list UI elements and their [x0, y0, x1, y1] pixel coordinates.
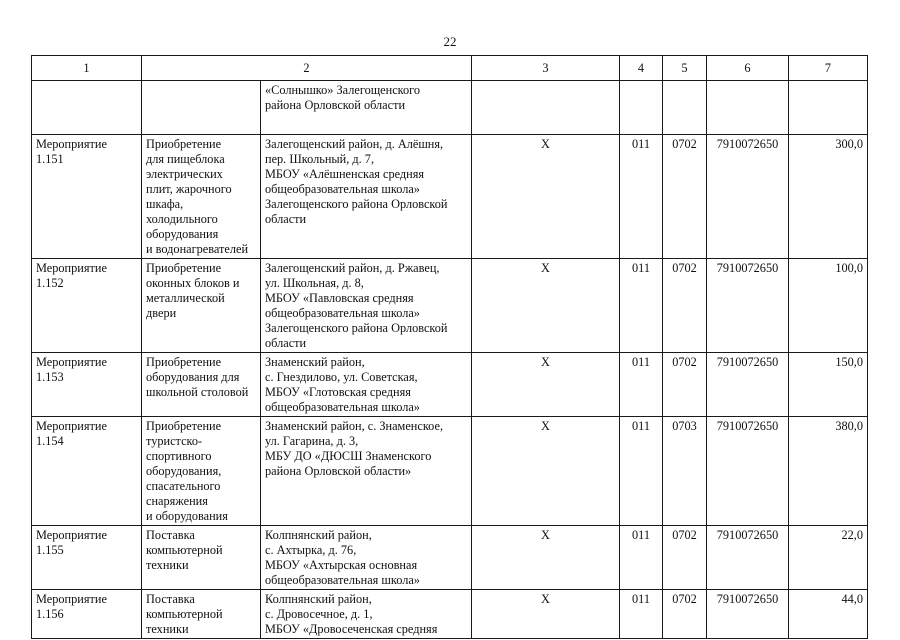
page-number: 22 — [443, 34, 457, 49]
header-col-7: 7 — [789, 56, 868, 81]
cell-location: Знаменский район, с. Знаменское, ул. Гагарина, д. 3, МБУ ДО «ДЮСШ Знаменского района Орловской области» — [261, 417, 472, 526]
cell-measure — [32, 81, 142, 135]
cell-col6: 7910072650 — [707, 135, 789, 259]
cell-item: Приобретение туристско- спортивного оборудования, спасательного снаряжения и оборудования — [142, 417, 261, 526]
cell-col5: 0703 — [663, 417, 707, 526]
cell-location: Колпнянский район, с. Дровосечное, д. 1, МБОУ «Дровосеченская средняя — [261, 590, 472, 639]
cell-col7: 300,0 — [789, 135, 868, 259]
cell-col4: 011 — [620, 590, 663, 639]
cell-col3: Х — [472, 353, 620, 417]
cell-item: Поставка компьютерной техники — [142, 590, 261, 639]
header-col-3: 3 — [472, 56, 620, 81]
cell-col7: 22,0 — [789, 526, 868, 590]
header-col-6: 6 — [707, 56, 789, 81]
budget-table — [31, 55, 868, 639]
cell-col5: 0702 — [663, 259, 707, 353]
table-row-continuation — [32, 81, 868, 135]
table-row — [32, 417, 868, 526]
table-row — [32, 526, 868, 590]
cell-measure: Мероприятие 1.151 — [32, 135, 142, 259]
cell-col4: 011 — [620, 353, 663, 417]
cell-measure: Мероприятие 1.152 — [32, 259, 142, 353]
table-row — [32, 259, 868, 353]
cell-col4: 011 — [620, 135, 663, 259]
cell-measure: Мероприятие 1.153 — [32, 353, 142, 417]
cell-col3: Х — [472, 417, 620, 526]
header-col-2: 2 — [142, 56, 472, 81]
cell-col5: 0702 — [663, 526, 707, 590]
cell-col3: Х — [472, 526, 620, 590]
table-row — [32, 135, 868, 259]
cell-col3: Х — [472, 259, 620, 353]
cell-col5: 0702 — [663, 135, 707, 259]
cell-col6: 7910072650 — [707, 259, 789, 353]
cell-col5: 0702 — [663, 590, 707, 639]
cell-measure: Мероприятие 1.154 — [32, 417, 142, 526]
cell-col3 — [472, 81, 620, 135]
cell-col4: 011 — [620, 417, 663, 526]
cell-item — [142, 81, 261, 135]
header-col-5: 5 — [663, 56, 707, 81]
cell-location: Залегощенский район, д. Ржавец, ул. Школьная, д. 8, МБОУ «Павловская средняя общеобразовательная школа» Залегощенского района Орловской области — [261, 259, 472, 353]
cell-col7: 44,0 — [789, 590, 868, 639]
cell-location: Знаменский район, с. Гнездилово, ул. Советская, МБОУ «Глотовская средняя общеобразовательная школа» — [261, 353, 472, 417]
cell-col7: 150,0 — [789, 353, 868, 417]
cell-measure: Мероприятие 1.156 — [32, 590, 142, 639]
cell-item: Приобретение оборудования для школьной столовой — [142, 353, 261, 417]
cell-col6: 7910072650 — [707, 417, 789, 526]
cell-col7: 100,0 — [789, 259, 868, 353]
cell-location: Залегощенский район, д. Алёшня, пер. Школьный, д. 7, МБОУ «Алёшненская средняя общеобразовательная школа» Залегощенского района Орловской области — [261, 135, 472, 259]
cell-col6: 7910072650 — [707, 526, 789, 590]
table-header-row — [32, 56, 868, 81]
cell-location: Колпнянский район, с. Ахтырка, д. 76, МБОУ «Ахтырская основная общеобразовательная школа» — [261, 526, 472, 590]
table-row — [32, 590, 868, 639]
cell-col4: 011 — [620, 526, 663, 590]
cell-col7 — [789, 81, 868, 135]
table-row — [32, 353, 868, 417]
cell-col3: Х — [472, 135, 620, 259]
cell-measure: Мероприятие 1.155 — [32, 526, 142, 590]
cell-location: «Солнышко» Залегощенского района Орловской области — [261, 81, 472, 135]
cell-col6: 7910072650 — [707, 590, 789, 639]
cell-col4 — [620, 81, 663, 135]
cell-item: Поставка компьютерной техники — [142, 526, 261, 590]
cell-col4: 011 — [620, 259, 663, 353]
cell-col7: 380,0 — [789, 417, 868, 526]
header-col-4: 4 — [620, 56, 663, 81]
cell-col5 — [663, 81, 707, 135]
cell-col6 — [707, 81, 789, 135]
cell-col6: 7910072650 — [707, 353, 789, 417]
cell-col5: 0702 — [663, 353, 707, 417]
header-col-1: 1 — [32, 56, 142, 81]
cell-item: Приобретение оконных блоков и металлической двери — [142, 259, 261, 353]
cell-item: Приобретение для пищеблока электрических плит, жарочного шкафа, холодильного оборудования и водонагревателей — [142, 135, 261, 259]
cell-col3: Х — [472, 590, 620, 639]
